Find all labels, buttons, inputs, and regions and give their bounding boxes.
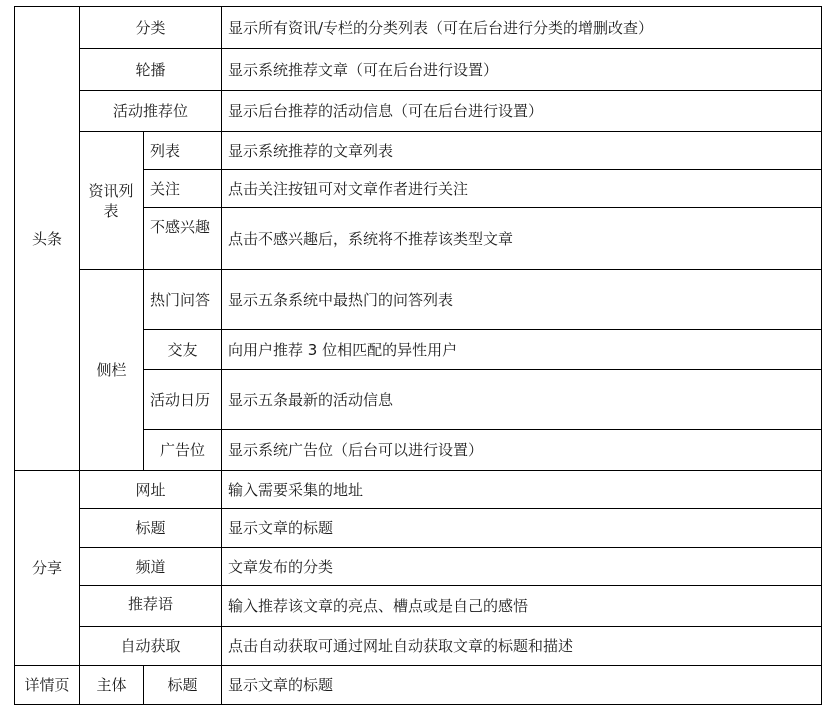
item-label: 标题 [135, 519, 166, 537]
item-label: 自动获取 [120, 637, 181, 655]
group-label-info-list: 资讯列表 [88, 181, 134, 220]
item-description: 显示五条系统中最热门的问答列表 [228, 290, 454, 309]
item-description: 显示所有资讯/专栏的分类列表（可在后台进行分类的增删改查） [228, 18, 654, 37]
item-description: 点击自动获取可通过网址自动获取文章的标题和描述 [228, 637, 574, 655]
group-label-main: 主体 [96, 676, 127, 694]
section-label-share: 分享 [31, 559, 62, 577]
section-label-toutiao: 头条 [31, 229, 62, 248]
item-description: 输入需要采集的地址 [228, 480, 364, 499]
item-label: 标题 [167, 676, 198, 694]
item-description: 显示文章的标题 [228, 519, 334, 537]
item-label: 推荐语 [127, 595, 173, 613]
item-label: 活动推荐位 [112, 102, 188, 120]
item-label: 分类 [135, 18, 166, 37]
item-description: 显示文章的标题 [228, 676, 334, 694]
item-description: 显示系统推荐的文章列表 [228, 141, 394, 160]
item-label: 广告位 [159, 441, 205, 459]
item-description: 文章发布的分类 [228, 557, 334, 576]
item-label: 列表 [150, 141, 181, 160]
item-description: 输入推荐该文章的亮点、槽点或是自己的感悟 [228, 597, 529, 615]
rule-line [821, 6, 822, 705]
section-label-detail: 详情页 [24, 676, 70, 694]
item-label: 热门问答 [150, 290, 211, 309]
item-description: 显示系统广告位（后台可以进行设置） [228, 441, 484, 459]
item-description: 点击关注按钮可对文章作者进行关注 [228, 179, 469, 198]
rule-line [14, 704, 822, 705]
item-description: 显示五条最新的活动信息 [228, 390, 394, 409]
item-description: 显示后台推荐的活动信息（可在后台进行设置） [228, 102, 544, 120]
item-label: 交友 [167, 340, 198, 359]
item-description: 显示系统推荐文章（可在后台进行设置） [228, 60, 499, 79]
item-label: 活动日历 [150, 390, 211, 409]
item-label: 不感兴趣 [150, 218, 211, 236]
item-description: 向用户推荐 3 位相匹配的异性用户 [228, 340, 458, 359]
item-description: 点击不感兴趣后，系统将不推荐该类型文章 [228, 229, 514, 248]
group-label-sidebar: 侧栏 [96, 361, 127, 379]
item-label: 轮播 [135, 60, 166, 79]
item-label: 频道 [135, 557, 166, 576]
item-label: 关注 [150, 179, 181, 198]
item-label: 网址 [135, 480, 166, 499]
